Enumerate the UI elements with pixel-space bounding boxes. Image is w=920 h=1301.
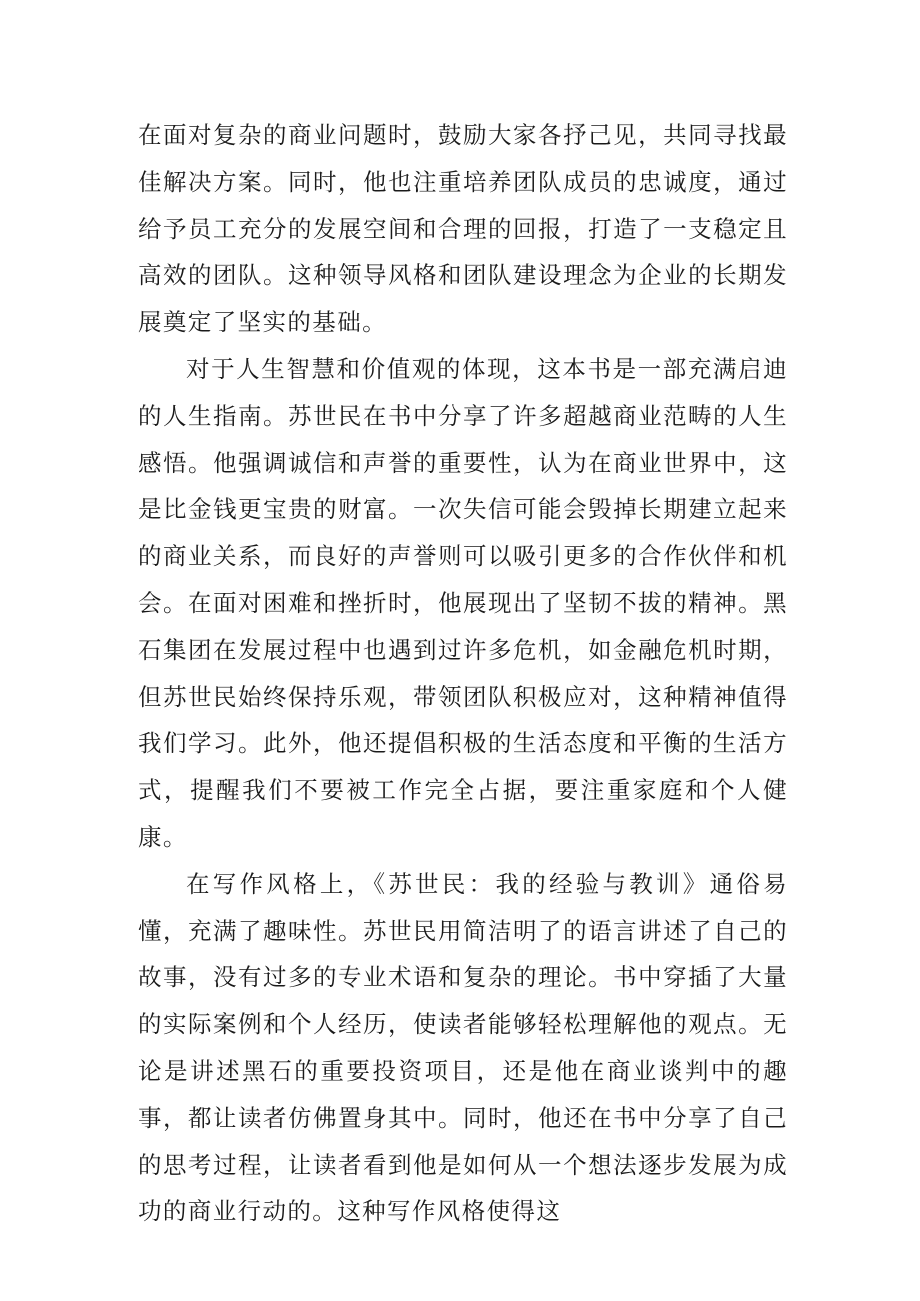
paragraph-2: 对于人生智慧和价值观的体现，这本书是一部充满启迪的人生指南。苏世民在书中分享了许多超越商业范畴的人生感悟。他强调诚信和声誉的重要性，认为在商业世界中，这是比金钱更宝贵的财富。一次失信可能会毁掉长期建立起来的商业关系，而良好的声誉则可以吸引更多的合作伙伴和机会。在面对困难和挫折时，他展现出了坚韧不拔的精神。黑石集团在发展过程中也遇到过许多危机，如金融危机时期，但苏世民始终保持乐观，带领团队积极应对，这种精神值得我们学习。此外，他还提倡积极的生活态度和平衡的生活方式，提醒我们不要被工作完全占据，要注重家庭和个人健康。 xyxy=(138,354,788,851)
paragraph-1: 在面对复杂的商业问题时，鼓励大家各抒己见，共同寻找最佳解决方案。同时，他也注重培养团队成员的忠诚度，通过给予员工充分的发展空间和合理的回报，打造了一支稳定且高效的团队。这种领导风格和团队建设理念为企业的长期发展奠定了坚实的基础。 xyxy=(138,121,788,337)
document-page xyxy=(138,112,788,1235)
paragraph-3: 在写作风格上，《苏世民：我的经验与教训》通俗易懂，充满了趣味性。苏世民用简洁明了的语言讲述了自己的故事，没有过多的专业术语和复杂的理论。书中穿插了大量的实际案例和个人经历，使读者能够轻松理解他的观点。无论是讲述黑石的重要投资项目，还是他在商业谈判中的趣事，都让读者仿佛置身其中。同时，他还在书中分享了自己的思考过程，让读者看到他是如何从一个想法逐步发展为成功的商业行动的。这种写作风格使得这 xyxy=(138,869,788,1226)
